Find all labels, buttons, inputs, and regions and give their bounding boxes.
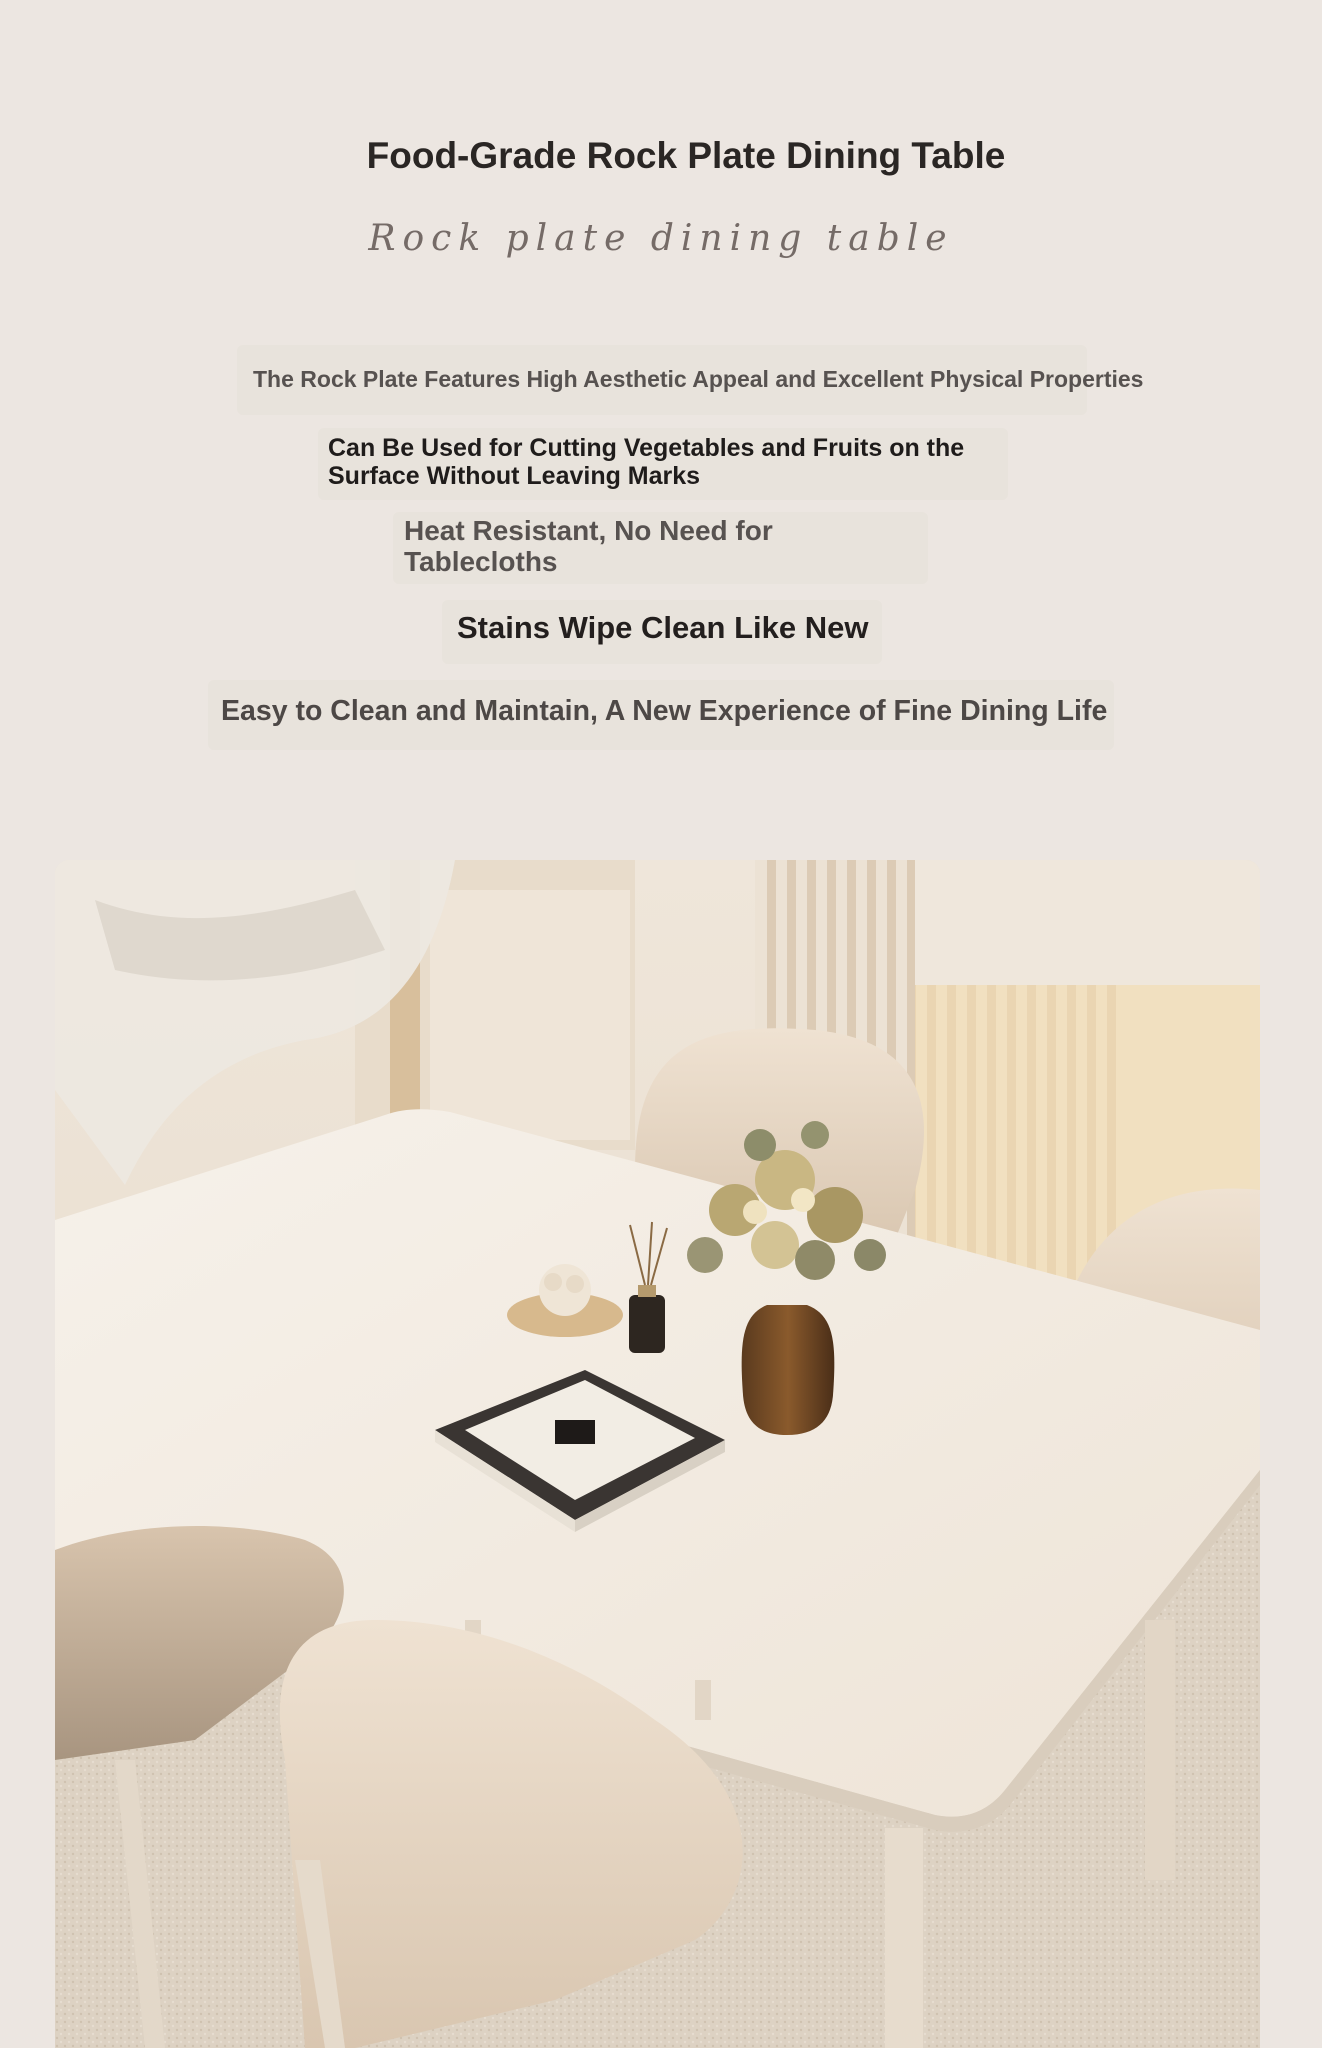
product-photo xyxy=(55,860,1260,2048)
page-title: Food-Grade Rock Plate Dining Table xyxy=(366,135,1006,176)
feature-easy-clean: Easy to Clean and Maintain, A New Experience of Fine Dining Life xyxy=(221,695,1108,727)
feature-cutting: Can Be Used for Cutting Vegetables and Fruits on the Surface Without Leaving Marks xyxy=(328,434,965,490)
script-subtitle: Rock plate dining table xyxy=(368,218,954,259)
feature-heat-resistant: Heat Resistant, No Need for Tablecloths xyxy=(404,515,773,577)
feature-aesthetic: The Rock Plate Features High Aesthetic Appeal and Excellent Physical Properties xyxy=(253,366,1144,392)
feature-stains: Stains Wipe Clean Like New xyxy=(457,610,869,645)
